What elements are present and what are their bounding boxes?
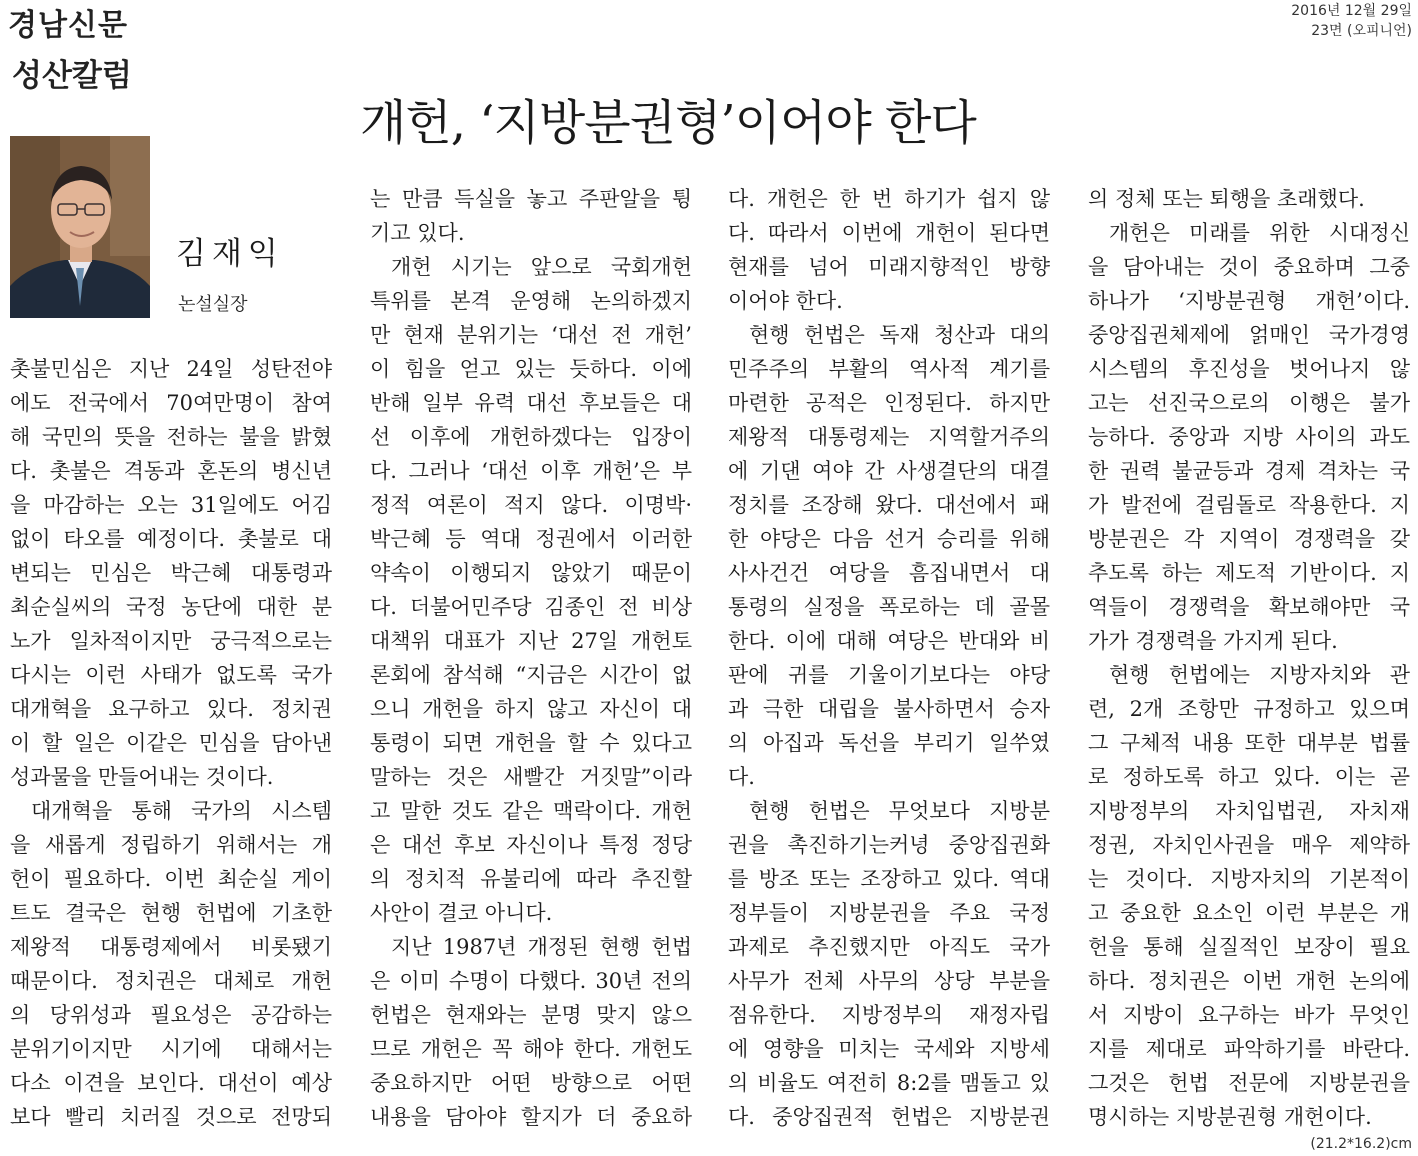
column-section-title: 성산칼럼 [12, 58, 132, 94]
article-column-3 [728, 182, 1050, 1134]
article-size-note: (21.2*16.2)cm [1310, 1136, 1412, 1152]
article-text-line: 기고 있다. [370, 221, 465, 245]
article-text-line: 정치를 조장해 왔다. 대선에서 패 [728, 493, 1050, 517]
article-text-line: 추도록 하는 제도적 기반이다. 지 [1088, 561, 1410, 585]
author-name: 김재익 [176, 236, 284, 272]
article-text-line: 는 만큼 득실을 놓고 주판알을 튕 [370, 187, 692, 211]
article-text-line: 다. 그러나 ‘대선 이후 개헌’은 부 [370, 459, 692, 483]
article-text-line: 이 할 일은 이같은 민심을 담아낸 [10, 731, 332, 755]
article-text-line: 시스템의 후진성을 벗어나지 않 [1088, 357, 1410, 381]
publication-date: 2016년 12월 29일 [1291, 3, 1412, 19]
author-photo [10, 136, 150, 318]
article-text-line: 최순실씨의 국정 농단에 대한 분 [10, 595, 332, 619]
article-text-line: 보다 빨리 치러질 것으로 전망되 [10, 1105, 332, 1129]
article-text-line: 과제로 추진했지만 아직도 국가 [728, 935, 1050, 959]
article-text-line: 은 대선 후보 자신이나 특정 정당 [370, 833, 692, 857]
article-text-line: 사사건건 여당을 흠집내면서 대 [728, 561, 1050, 585]
article-text-line: 권을 촉진하기는커녕 중앙집권화 [728, 833, 1050, 857]
article-text-line: 을 담아내는 것이 중요하며 그중 [1088, 255, 1410, 279]
article-text-line: 이 힘을 얻고 있는 듯하다. 이에 [370, 357, 692, 381]
article-text-line: 없이 타오를 예정이다. 촛불로 대 [10, 527, 332, 551]
article-text-line: 의 정치적 유불리에 따라 추진할 [370, 867, 692, 891]
article-text-line: 제왕적 대통령제는 지역할거주의 [728, 425, 1050, 449]
article-text-line: 그 구체적 내용 또한 대부분 법률 [1088, 731, 1410, 755]
article-headline: 개헌, ‘지방분권형’이어야 한다 [360, 95, 976, 151]
article-text-line: 한 권력 불균등과 경제 격차는 국 [1088, 459, 1410, 483]
article-text-line: 약속이 이행되지 않았기 때문이 [370, 561, 692, 585]
article-text-line: 한 야당은 다음 선거 승리를 위해 [728, 527, 1050, 551]
article-text-line: 을 마감하는 오는 31일에도 어김 [10, 493, 332, 517]
article-text-line: 론회에 참석해 “지금은 시간이 없 [370, 663, 692, 687]
article-text-line: 다. 촛불은 격동과 혼돈의 병신년 [10, 459, 332, 483]
article-text-line: 헌이 필요하다. 이번 최순실 게이 [10, 867, 332, 891]
article-text-line: 정부들이 지방분권을 주요 국정 [728, 901, 1050, 925]
article-text-line: 현행 헌법은 독재 청산과 대의 [749, 323, 1050, 347]
article-text-line: 고 중요한 요소인 이런 부분은 개 [1088, 901, 1410, 925]
article-text-line: 하나가 ‘지방분권형 개헌’이다. [1088, 289, 1410, 313]
article-text-line: 반해 일부 유력 대선 후보들은 대 [370, 391, 692, 415]
article-text-line: 개헌은 미래를 위한 시대정신 [1109, 221, 1410, 245]
article-text-line: 고는 선진국으로의 이행은 불가 [1088, 391, 1410, 415]
article-text-line: 에 기댄 여야 간 사생결단의 대결 [728, 459, 1050, 483]
article-text-line: 헌법은 현재와는 분명 맞지 않으 [370, 1003, 692, 1027]
article-text-line: 사무가 전체 사무의 상당 부분을 [728, 969, 1050, 993]
article-text-line: 이어야 한다. [728, 289, 843, 313]
article-text-line: 다. 따라서 이번에 개헌이 된다면 [728, 221, 1050, 245]
article-text-line: 역들이 경쟁력을 확보해야만 국 [1088, 595, 1410, 619]
article-column-1 [10, 352, 332, 1134]
article-text-line: 지난 1987년 개정된 현행 헌법 [391, 935, 692, 959]
article-text-line: 대개혁을 통해 국가의 시스템 [31, 799, 332, 823]
article-text-line: 다시는 이런 사태가 없도록 국가 [10, 663, 332, 687]
author-role: 논설실장 [178, 294, 248, 315]
article-text-line: 그것은 헌법 전문에 지방분권을 [1088, 1071, 1410, 1095]
article-text-line: 트도 결국은 현행 헌법에 기초한 [10, 901, 332, 925]
article-text-line: 다. 더불어민주당 김종인 전 비상 [370, 595, 692, 619]
article-text-line: 의 아집과 독선을 부리기 일쑤였 [728, 731, 1050, 755]
article-text-line: 현재를 넘어 미래지향적인 방향 [728, 255, 1050, 279]
article-text-line: 박근혜 등 역대 정권에서 이러한 [370, 527, 692, 551]
article-text-line: 정권, 자치인사권을 매우 제약하 [1088, 833, 1410, 857]
article-text-line: 련, 2개 조항만 규정하고 있으며 [1088, 697, 1410, 721]
article-text-line: 마련한 공적은 인정된다. 하지만 [728, 391, 1050, 415]
article-text-line: 통령의 실정을 폭로하는 데 골몰 [728, 595, 1050, 619]
article-text-line: 말하는 것은 새빨간 거짓말”이라 [370, 765, 692, 789]
article-text-line: 때문이다. 정치권은 대체로 개헌 [10, 969, 332, 993]
article-text-line: 개헌 시기는 앞으로 국회개헌 [391, 255, 692, 279]
article-text-line: 에도 전국에서 70여만명이 참여 [10, 391, 332, 415]
article-text-line: 다. 중앙집권적 헌법은 지방분권 [728, 1105, 1050, 1129]
article-text-line: 하다. 정치권은 이번 개헌 논의에 [1088, 969, 1410, 993]
article-text-line: 변되는 민심은 박근혜 대통령과 [10, 561, 332, 585]
article-text-line: 현행 헌법에는 지방자치와 관 [1109, 663, 1410, 687]
article-text-line: 정적 여론이 적지 않다. 이명박· [370, 493, 692, 517]
article-text-line: 서 지방이 요구하는 바가 무엇인 [1088, 1003, 1410, 1027]
article-text-line: 민주주의 부활의 역사적 계기를 [728, 357, 1050, 381]
article-text-line: 분위기이지만 시기에 대해서는 [10, 1037, 332, 1061]
article-text-line: 능하다. 중앙과 지방 사이의 과도 [1088, 425, 1410, 449]
article-text-line: 특위를 본격 운영해 논의하겠지 [370, 289, 692, 313]
article-text-line: 로 정하도록 하고 있다. 이는 곧 [1088, 765, 1410, 789]
article-text-line: 만 현재 분위기는 ‘대선 전 개헌’ [370, 323, 692, 347]
article-text-line: 지를 제대로 파악하기를 바란다. [1088, 1037, 1410, 1061]
article-text-line: 과 극한 대립을 불사하면서 승자 [728, 697, 1050, 721]
article-text-line: 방분권은 각 지역이 경쟁력을 갖 [1088, 527, 1410, 551]
article-text-line: 가가 경쟁력을 가지게 된다. [1088, 629, 1338, 653]
article-text-line: 의 당위성과 필요성은 공감하는 [10, 1003, 332, 1027]
article-column-2 [370, 182, 692, 1134]
page-section-label: 23면 (오피니언) [1311, 23, 1412, 39]
article-text-line: 다소 이견을 보인다. 대선이 예상 [10, 1071, 332, 1095]
article-text-line: 다. 개헌은 한 번 하기가 쉽지 않 [728, 187, 1050, 211]
article-text-line: 내용을 담아야 할지가 더 중요하 [370, 1105, 692, 1129]
article-text-line: 대책위 대표가 지난 27일 개헌토 [370, 629, 692, 653]
article-text-line: 사안이 결코 아니다. [370, 901, 553, 925]
article-text-line: 현행 헌법은 무엇보다 지방분 [749, 799, 1050, 823]
article-text-line: 는 것이다. 지방자치의 기본적이 [1088, 867, 1410, 891]
article-text-line: 을 새롭게 정립하기 위해서는 개 [10, 833, 332, 857]
article-text-line: 제왕적 대통령제에서 비롯됐기 [10, 935, 332, 959]
article-text-line: 중요하지만 어떤 방향으로 어떤 [370, 1071, 692, 1095]
article-column-4 [1088, 182, 1410, 1134]
article-text-line: 대개혁을 요구하고 있다. 정치권 [10, 697, 332, 721]
article-text-line: 에 영향을 미치는 국세와 지방세 [728, 1037, 1050, 1061]
article-text-line: 고 말한 것도 같은 맥락이다. 개헌 [370, 799, 692, 823]
article-text-line: 한다. 이에 대해 여당은 반대와 비 [728, 629, 1050, 653]
article-text-line: 판에 귀를 기울이기보다는 야당 [728, 663, 1050, 687]
article-text-line: 지방정부의 자치입법권, 자치재 [1088, 799, 1410, 823]
article-text-line: 은 이미 수명이 다했다. 30년 전의 [370, 969, 692, 993]
article-text-line: 중앙집권체제에 얽매인 국가경영 [1088, 323, 1410, 347]
article-text-line: 으니 개헌을 하지 않고 자신이 대 [370, 697, 692, 721]
article-text-line: 다. [728, 765, 755, 789]
article-text-line: 헌을 통해 실질적인 보장이 필요 [1088, 935, 1410, 959]
article-text-line: 성과물을 만들어내는 것이다. [10, 765, 274, 789]
article-text-line: 통령이 되면 개헌을 할 수 있다고 [370, 731, 692, 755]
article-text-line: 노가 일차적이지만 궁극적으로는 [10, 629, 332, 653]
article-text-line: 해 국민의 뜻을 전하는 불을 밝혔 [10, 425, 332, 449]
article-text-line: 점유한다. 지방정부의 재정자립 [728, 1003, 1050, 1027]
newspaper-masthead: 경남신문 [8, 8, 128, 43]
author-portrait-image [10, 136, 150, 318]
article-text-line: 의 정체 또는 퇴행을 초래했다. [1088, 187, 1365, 211]
article-text-line: 선 이후에 개헌하겠다는 입장이 [370, 425, 692, 449]
article-text-line: 를 방조 또는 조장하고 있다. 역대 [728, 867, 1050, 891]
article-text-line: 명시하는 지방분권형 개헌이다. [1088, 1105, 1372, 1129]
article-text-line: 므로 개헌은 꼭 해야 한다. 개헌도 [370, 1037, 692, 1061]
article-text-line: 가 발전에 걸림돌로 작용한다. 지 [1088, 493, 1410, 517]
article-text-line: 촛불민심은 지난 24일 성탄전야 [10, 357, 332, 381]
article-text-line: 의 비율도 여전히 8:2를 맴돌고 있 [728, 1071, 1050, 1095]
